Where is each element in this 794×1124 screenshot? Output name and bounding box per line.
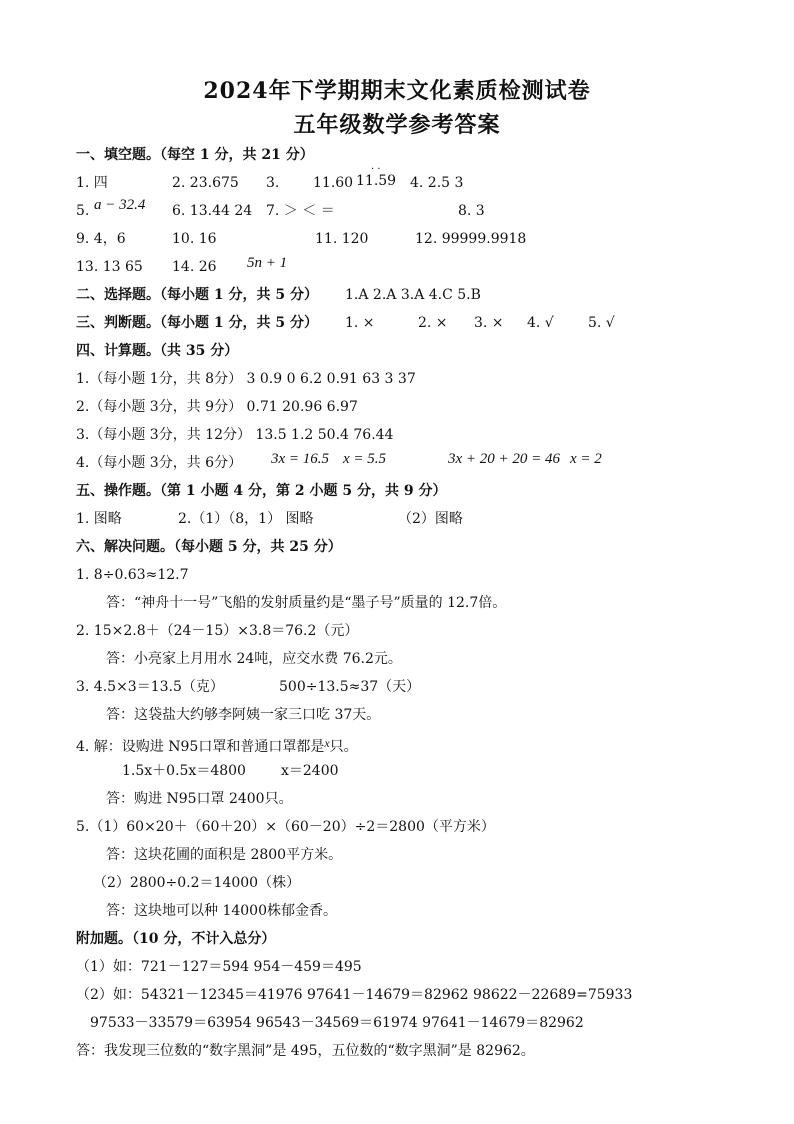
- problem-1-calc: 1. 8÷0.63≈12.7: [76, 567, 189, 583]
- problem-3-calc-b: 500÷13.5≈37（天）: [279, 679, 421, 695]
- extra-conclusion: 答：我发现三位数的“数字黑洞”是 495，五位数的“数字黑洞”是 82962。: [76, 1043, 535, 1059]
- repeating-dot-marks: · ·: [371, 164, 381, 175]
- calc-row-4: 4.（每小题 3分，共 6分）: [76, 455, 243, 471]
- problem-4-equation: 1.5x＋0.5x＝4800: [122, 763, 246, 779]
- calc-row-4-eq3: 3x + 20 + 20 = 46: [448, 451, 561, 467]
- extra-line-1: （1）如：721－127＝594 954－459＝495: [76, 959, 362, 975]
- operation-answer-2b: （2）图略: [398, 511, 463, 527]
- section-5-heading: 五、操作题。（第 1 小题 4 分，第 2 小题 5 分，共 9 分）: [76, 483, 447, 499]
- problem-2-answer: 答：小亮家上月用水 24吨，应交水费 76.2元。: [106, 651, 402, 667]
- page-subtitle: 五年级数学参考答案: [293, 112, 501, 138]
- problem-4-answer: 答：购进 N95口罩 2400只。: [106, 791, 293, 807]
- judge-answer-2: 2. ×: [418, 315, 448, 331]
- calc-row-2: 2.（每小题 3分，共 9分） 0.71 20.96 6.97: [76, 399, 358, 415]
- problem-4-setup-text: 4. 解：设购进 N95口罩和普通口罩都是: [76, 739, 325, 755]
- answer-1-4: 4. 2.5 3: [410, 175, 464, 191]
- extra-heading: 附加题。（10 分，不计入总分）: [76, 931, 276, 947]
- calc-row-4-eq2: x = 5.5: [343, 451, 387, 467]
- section-4-heading: 四、计算题。（共 35 分）: [76, 343, 239, 359]
- problem-5-calc-1: 5.（1）60×20＋（60＋20）×（60－20）÷2＝2800（平方米）: [76, 819, 495, 835]
- answer-1-5-math: a − 32.4: [94, 197, 146, 213]
- answer-1-12: 12. 99999.9918: [415, 231, 527, 247]
- answer-1-13: 13. 13 65: [76, 259, 143, 275]
- problem-1-answer: 答：“神舟十一号”飞船的发射质量约是“墨子号”质量的 12.7倍。: [106, 595, 507, 611]
- answer-1-2: 2. 23.675: [172, 175, 239, 191]
- problem-5-calc-2: （2）2800÷0.2＝14000（株）: [93, 875, 301, 891]
- calc-row-3: 3.（每小题 3分，共 12分） 13.5 1.2 50.4 76.44: [76, 427, 394, 443]
- problem-2-calc: 2. 15×2.8＋（24－15）×3.8＝76.2（元）: [76, 623, 359, 639]
- calc-row-1: 1.（每小题 1分，共 8分） 3 0.9 0 6.2 0.91 63 3 37: [76, 371, 416, 387]
- answer-1-3b: 11.59: [356, 173, 397, 189]
- judge-answer-4: 4. √: [527, 315, 554, 331]
- problem-3-calc: 3. 4.5×3＝13.5（克）: [76, 679, 224, 695]
- answer-1-3: 3.: [266, 175, 280, 191]
- answer-1-14-math: 5n + 1: [247, 255, 288, 271]
- judge-answer-3: 3. ×: [474, 315, 504, 331]
- page-title: 2024年下学期期末文化素质检测试卷: [203, 78, 591, 104]
- problem-4-solution: x＝2400: [281, 763, 339, 779]
- section-2-heading: 二、选择题。（每小题 1 分，共 5 分）: [76, 287, 318, 303]
- judge-answer-1: 1. ×: [345, 315, 375, 331]
- problem-5-answer-2: 答：这块地可以种 14000株郁金香。: [106, 903, 337, 919]
- answer-1-5: 5.: [76, 203, 90, 219]
- answer-1-6: 6. 13.44 24: [172, 203, 253, 219]
- answer-1-3a: 11.60: [313, 175, 354, 191]
- problem-4-setup: [76, 734, 358, 756]
- answer-1-9: 9. 4，6: [76, 231, 126, 247]
- answer-1-8: 8. 3: [458, 203, 485, 219]
- judge-answer-5: 5. √: [588, 315, 615, 331]
- answer-1-7: 7. ＞ ＜ ＝: [266, 203, 335, 219]
- section-2-answers: 1.A 2.A 3.A 4.C 5.B: [345, 287, 481, 303]
- operation-answer-2: 2.（1）（8，1） 图略: [178, 511, 314, 527]
- variable-x: x: [324, 736, 330, 750]
- extra-line-3: 97533－33579＝63954 96543－34569＝61974 97641－14679＝82962: [90, 1015, 584, 1031]
- problem-5-answer-1: 答：这块花圃的面积是 2800平方米。: [106, 847, 343, 863]
- answer-1-14: 14. 26: [172, 259, 217, 275]
- problem-3-answer: 答：这袋盐大约够李阿姨一家三口吃 37天。: [106, 707, 381, 723]
- answer-1-11: 11. 120: [315, 231, 369, 247]
- section-3-heading: 三、判断题。（每小题 1 分，共 5 分）: [76, 315, 318, 331]
- answer-1-10: 10. 16: [172, 231, 217, 247]
- section-1-heading: 一、填空题。（每空 1 分，共 21 分）: [76, 147, 314, 163]
- calc-row-4-eq1: 3x = 16.5: [271, 451, 330, 467]
- extra-line-2: （2）如：54321－12345＝41976 97641－14679＝82962 98622－22689=75933: [76, 987, 633, 1003]
- operation-answer-1: 1. 图略: [76, 511, 122, 527]
- section-6-heading: 六、解决问题。（每小题 5 分，共 25 分）: [76, 539, 342, 555]
- problem-4-setup-end: 只。: [329, 739, 358, 755]
- calc-row-4-eq4: x = 2: [570, 451, 602, 467]
- answer-1-1: 1. 四: [76, 175, 108, 191]
